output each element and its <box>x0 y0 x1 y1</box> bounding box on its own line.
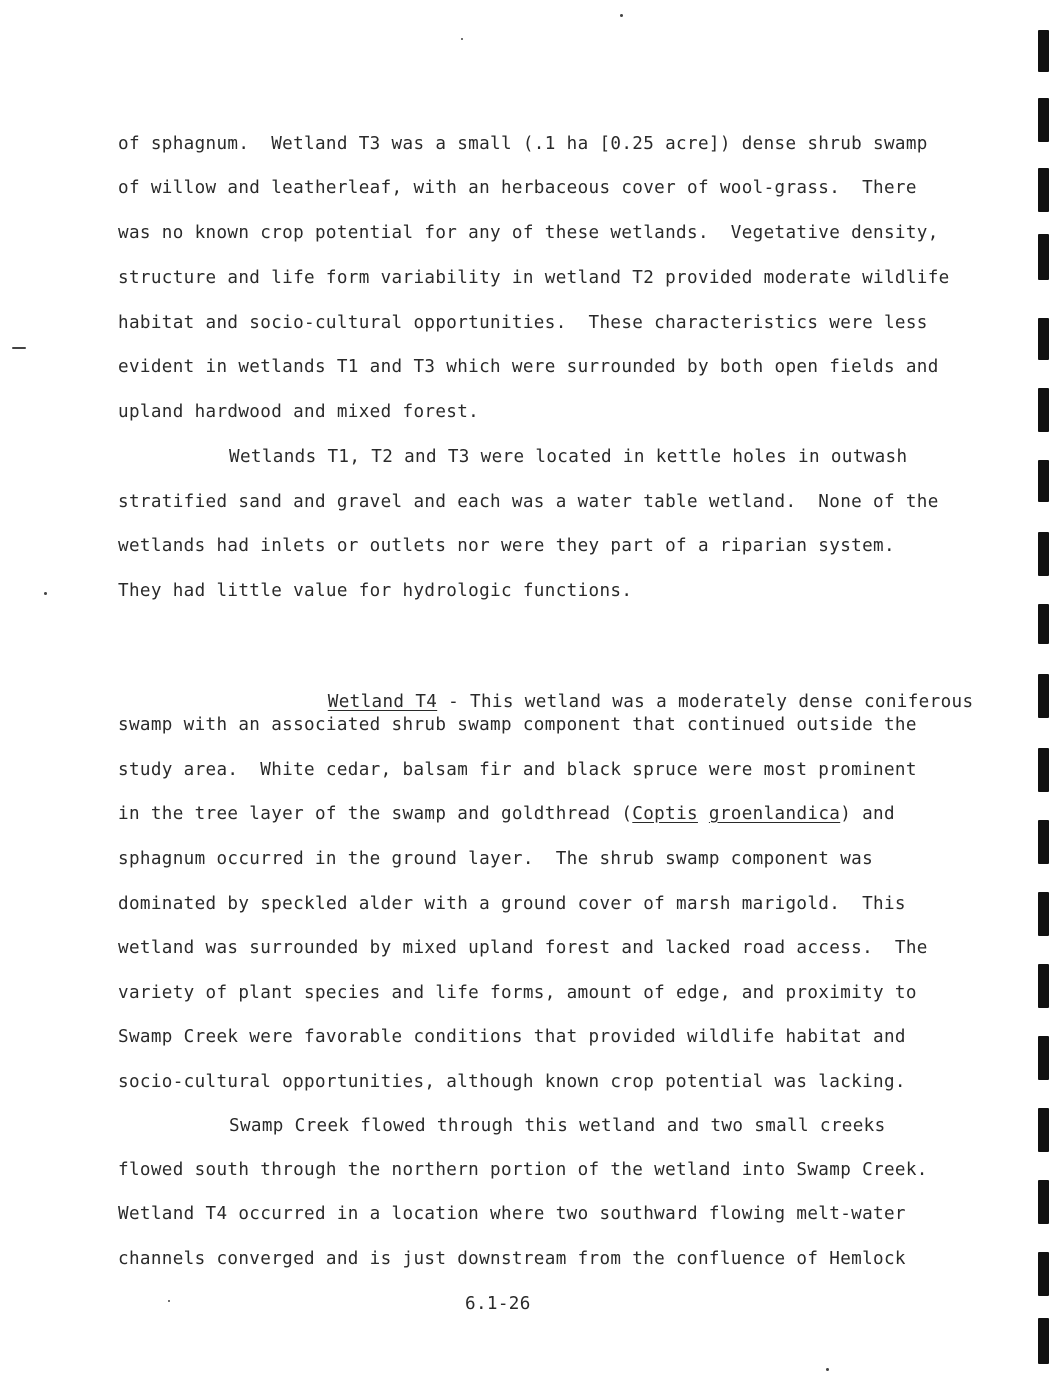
binding-mark <box>1038 98 1049 142</box>
body-text <box>698 804 709 824</box>
binding-mark <box>1038 30 1049 72</box>
species-name-genus: Coptis <box>632 804 698 824</box>
body-line: Swamp Creek were favorable conditions that provided wildlife habitat and <box>118 1027 906 1047</box>
binding-mark <box>1038 1318 1049 1364</box>
body-text: ) and <box>840 804 895 824</box>
binding-mark <box>1038 234 1049 280</box>
binding-mark <box>1038 1036 1049 1080</box>
binding-mark <box>1038 892 1049 936</box>
binding-mark <box>1038 1108 1049 1152</box>
species-line <box>118 803 895 825</box>
body-line: dominated by speckled alder with a ground cover of marsh marigold. This <box>118 894 906 914</box>
scan-speck <box>12 347 26 349</box>
binding-mark <box>1038 604 1049 644</box>
body-text: - This wetland was a moderately dense coniferous <box>437 692 974 712</box>
body-line: flowed south through the northern portion of the wetland into Swamp Creek. <box>118 1160 928 1180</box>
body-line: sphagnum occurred in the ground layer. The shrub swamp component was <box>118 849 874 869</box>
binding-mark <box>1038 168 1049 212</box>
binding-mark <box>1038 820 1049 864</box>
body-line: of willow and leatherleaf, with an herbaceous cover of wool-grass. There <box>118 178 917 198</box>
body-line: study area. White cedar, balsam fir and black spruce were most prominent <box>118 760 917 780</box>
scan-speck <box>168 1300 170 1302</box>
body-text: in the tree layer of the swamp and goldthread ( <box>118 804 633 824</box>
body-line: swamp with an associated shrub swamp component that continued outside the <box>118 715 917 735</box>
body-line: Wetlands T1, T2 and T3 were located in kettle holes in outwash <box>229 447 908 467</box>
body-line: structure and life form variability in wetland T2 provided moderate wildlife <box>118 268 950 288</box>
body-line: upland hardwood and mixed forest. <box>118 402 480 422</box>
species-name-epithet: groenlandica <box>708 804 841 824</box>
body-line: wetlands had inlets or outlets nor were they part of a riparian system. <box>118 536 895 556</box>
binding-mark <box>1038 388 1049 432</box>
body-line: socio-cultural opportunities, although known crop potential was lacking. <box>118 1072 906 1092</box>
body-line: was no known crop potential for any of these wetlands. Vegetative density, <box>118 223 939 243</box>
scan-speck <box>461 38 463 40</box>
section-heading: Wetland T4 <box>327 692 438 712</box>
body-line: Wetland T4 occurred in a location where two southward flowing melt-water <box>118 1204 906 1224</box>
body-line: habitat and socio-cultural opportunities. These characteristics were less <box>118 313 928 333</box>
scan-speck <box>620 14 623 17</box>
body-line: variety of plant species and life forms, amount of edge, and proximity to <box>118 983 917 1003</box>
body-line: wetland was surrounded by mixed upland forest and lacked road access. The <box>118 938 928 958</box>
binding-mark <box>1038 1252 1049 1296</box>
binding-mark <box>1038 964 1049 1008</box>
body-line: evident in wetlands T1 and T3 which were surrounded by both open fields and <box>118 357 939 377</box>
body-line: stratified sand and gravel and each was a water table wetland. None of the <box>118 492 939 512</box>
scan-speck <box>44 592 47 595</box>
page-number: 6.1-26 <box>465 1294 531 1314</box>
binding-mark <box>1038 748 1049 792</box>
body-line: Swamp Creek flowed through this wetland and two small creeks <box>229 1116 886 1136</box>
binding-mark <box>1038 318 1049 360</box>
binding-mark <box>1038 532 1049 576</box>
binding-mark <box>1038 460 1049 502</box>
scan-speck <box>826 1368 829 1371</box>
binding-mark <box>1038 1180 1049 1224</box>
binding-mark <box>1038 674 1049 718</box>
body-line: channels converged and is just downstream from the confluence of Hemlock <box>118 1249 906 1269</box>
body-line: They had little value for hydrologic functions. <box>118 581 633 601</box>
body-line: of sphagnum. Wetland T3 was a small (.1 ha [0.25 acre]) dense shrub swamp <box>118 134 928 154</box>
